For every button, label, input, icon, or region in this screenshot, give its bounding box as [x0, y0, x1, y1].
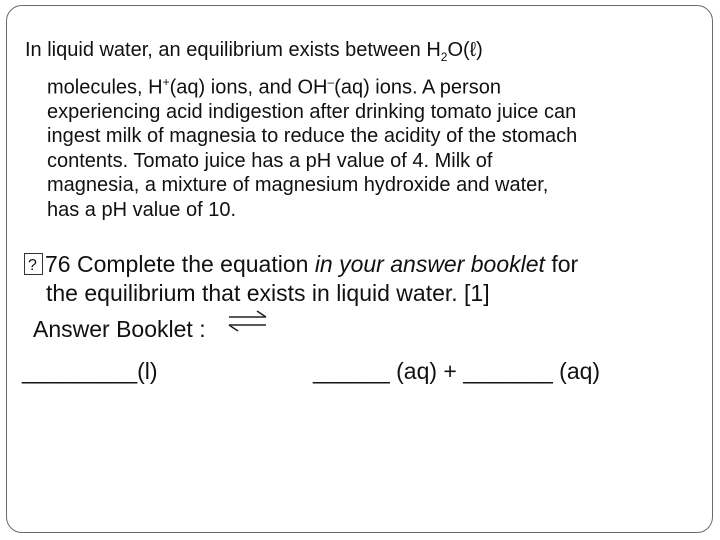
passage-text: (aq) ions, and OH	[169, 76, 328, 99]
question-line-2: the equilibrium that exists in liquid water. [1]	[46, 279, 490, 306]
passage-line-4: ingest milk of magnesia to reduce the acidity of the stomach	[47, 125, 578, 148]
bullet-icon	[24, 253, 43, 275]
question-76	[24, 250, 704, 307]
passage	[25, 38, 695, 222]
passage-line-6: magnesia, a mixture of magnesium hydroxide and water,	[47, 174, 549, 197]
passage-text: O(ℓ)	[447, 39, 483, 61]
question-number: 76	[45, 251, 71, 277]
passage-text: molecules, H	[47, 76, 163, 99]
passage-text: In liquid water, an equilibrium exists between H	[25, 39, 441, 61]
answer-booklet-label: Answer Booklet :	[33, 316, 206, 342]
passage-line-2	[25, 70, 695, 100]
equilibrium-arrows-icon	[226, 308, 270, 334]
passage-line-1	[25, 38, 695, 70]
superscript-plus: +	[162, 74, 170, 89]
equation-left-blank[interactable]: _________(l)	[22, 358, 158, 384]
subscript-2: 2	[440, 50, 448, 64]
superscript-minus: –	[327, 74, 335, 89]
question-text: Complete the equation	[76, 251, 309, 277]
question-line-1	[24, 250, 704, 279]
passage-line-5: contents. Tomato juice has a pH value of 4. Milk of	[47, 149, 493, 172]
passage-line-3: experiencing acid indigestion after drinking tomato juice can	[47, 100, 577, 123]
passage-text: (aq) ions. A person	[334, 76, 501, 99]
passage-line-7: has a pH value of 10.	[47, 198, 237, 221]
question-text: for	[551, 251, 579, 277]
question-italic-text: in your answer booklet	[314, 251, 545, 277]
equation-right-blanks[interactable]: ______ (aq) + _______ (aq)	[313, 358, 601, 384]
